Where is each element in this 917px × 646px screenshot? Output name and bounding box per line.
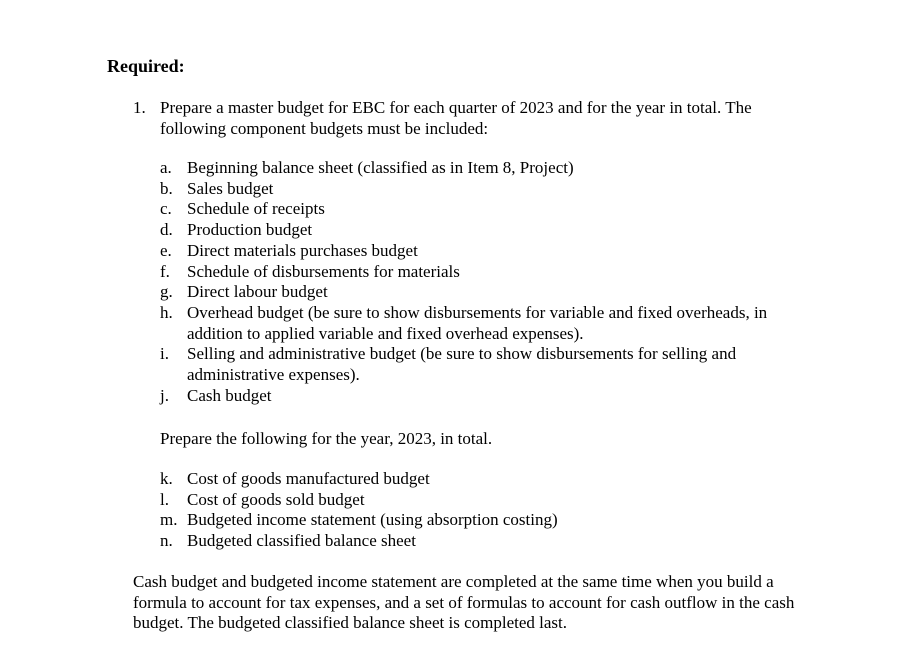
list-marker: e. — [160, 240, 172, 260]
list-item-text: Beginning balance sheet (classified as in Item 8, Project) — [187, 158, 574, 177]
annual-budget-list — [160, 469, 820, 552]
list-item — [160, 386, 820, 407]
list-marker: n. — [160, 531, 173, 551]
list-marker: k. — [160, 469, 173, 488]
list-marker: l. — [160, 489, 169, 509]
list-item — [160, 262, 820, 283]
list-item — [160, 220, 820, 241]
component-budget-list — [160, 158, 820, 406]
list-item-text: Selling and administrative budget (be sure to show disbursements for selling and administrative expenses). — [187, 344, 737, 385]
list-marker: c. — [160, 199, 172, 219]
list-item — [160, 490, 820, 511]
list-item — [160, 510, 820, 531]
list-marker: a. — [160, 158, 172, 177]
list-item — [160, 469, 820, 490]
list-item-text: Production budget — [187, 220, 313, 240]
list-marker: j. — [160, 385, 169, 405]
list-item — [160, 241, 820, 262]
list-item — [160, 344, 820, 385]
list-item — [160, 158, 820, 179]
item-1-text: Prepare a master budget for EBC for each quarter of 2023 and for the year in total. The following component budgets must be included: — [160, 98, 752, 138]
list-marker: f. — [160, 261, 170, 281]
list-marker: h. — [160, 302, 173, 322]
list-item — [160, 179, 820, 200]
list-marker: i. — [160, 344, 169, 364]
list-item-text: Cost of goods sold budget — [187, 489, 365, 509]
list-item-text: Schedule of receipts — [187, 199, 325, 219]
list-marker: b. — [160, 178, 173, 198]
list-item — [160, 531, 820, 552]
list-item-text: Direct materials purchases budget — [187, 240, 418, 260]
list-marker: g. — [160, 282, 173, 302]
closing-paragraph: Cash budget and budgeted income statement are completed at the same time when you build a formula to account for tax expenses, and a set of formulas to account for cash outflow in the cash budget. The budgeted classified balance sheet is completed last. — [133, 572, 795, 633]
list-item-text: Cost of goods manufactured budget — [187, 469, 430, 488]
item-1-number: 1. — [133, 98, 146, 117]
required-heading: Required: — [107, 56, 185, 76]
list-item-text: Schedule of disbursements for materials — [187, 261, 460, 281]
year-intro-paragraph: Prepare the following for the year, 2023, in total. — [160, 429, 493, 448]
list-marker: d. — [160, 220, 173, 240]
list-item-text: Cash budget — [187, 385, 272, 405]
list-item — [160, 303, 820, 344]
list-item-text: Overhead budget (be sure to show disbursements for variable and fixed overheads, in addition to applied variable and fixed overhead expenses). — [187, 302, 768, 343]
list-item — [160, 199, 820, 220]
list-item — [160, 282, 820, 303]
list-marker: m. — [160, 510, 178, 530]
list-item-text: Budgeted classified balance sheet — [187, 531, 416, 551]
list-item-text: Sales budget — [187, 178, 274, 198]
list-item-text: Budgeted income statement (using absorption costing) — [187, 510, 558, 530]
list-item-text: Direct labour budget — [187, 282, 328, 302]
